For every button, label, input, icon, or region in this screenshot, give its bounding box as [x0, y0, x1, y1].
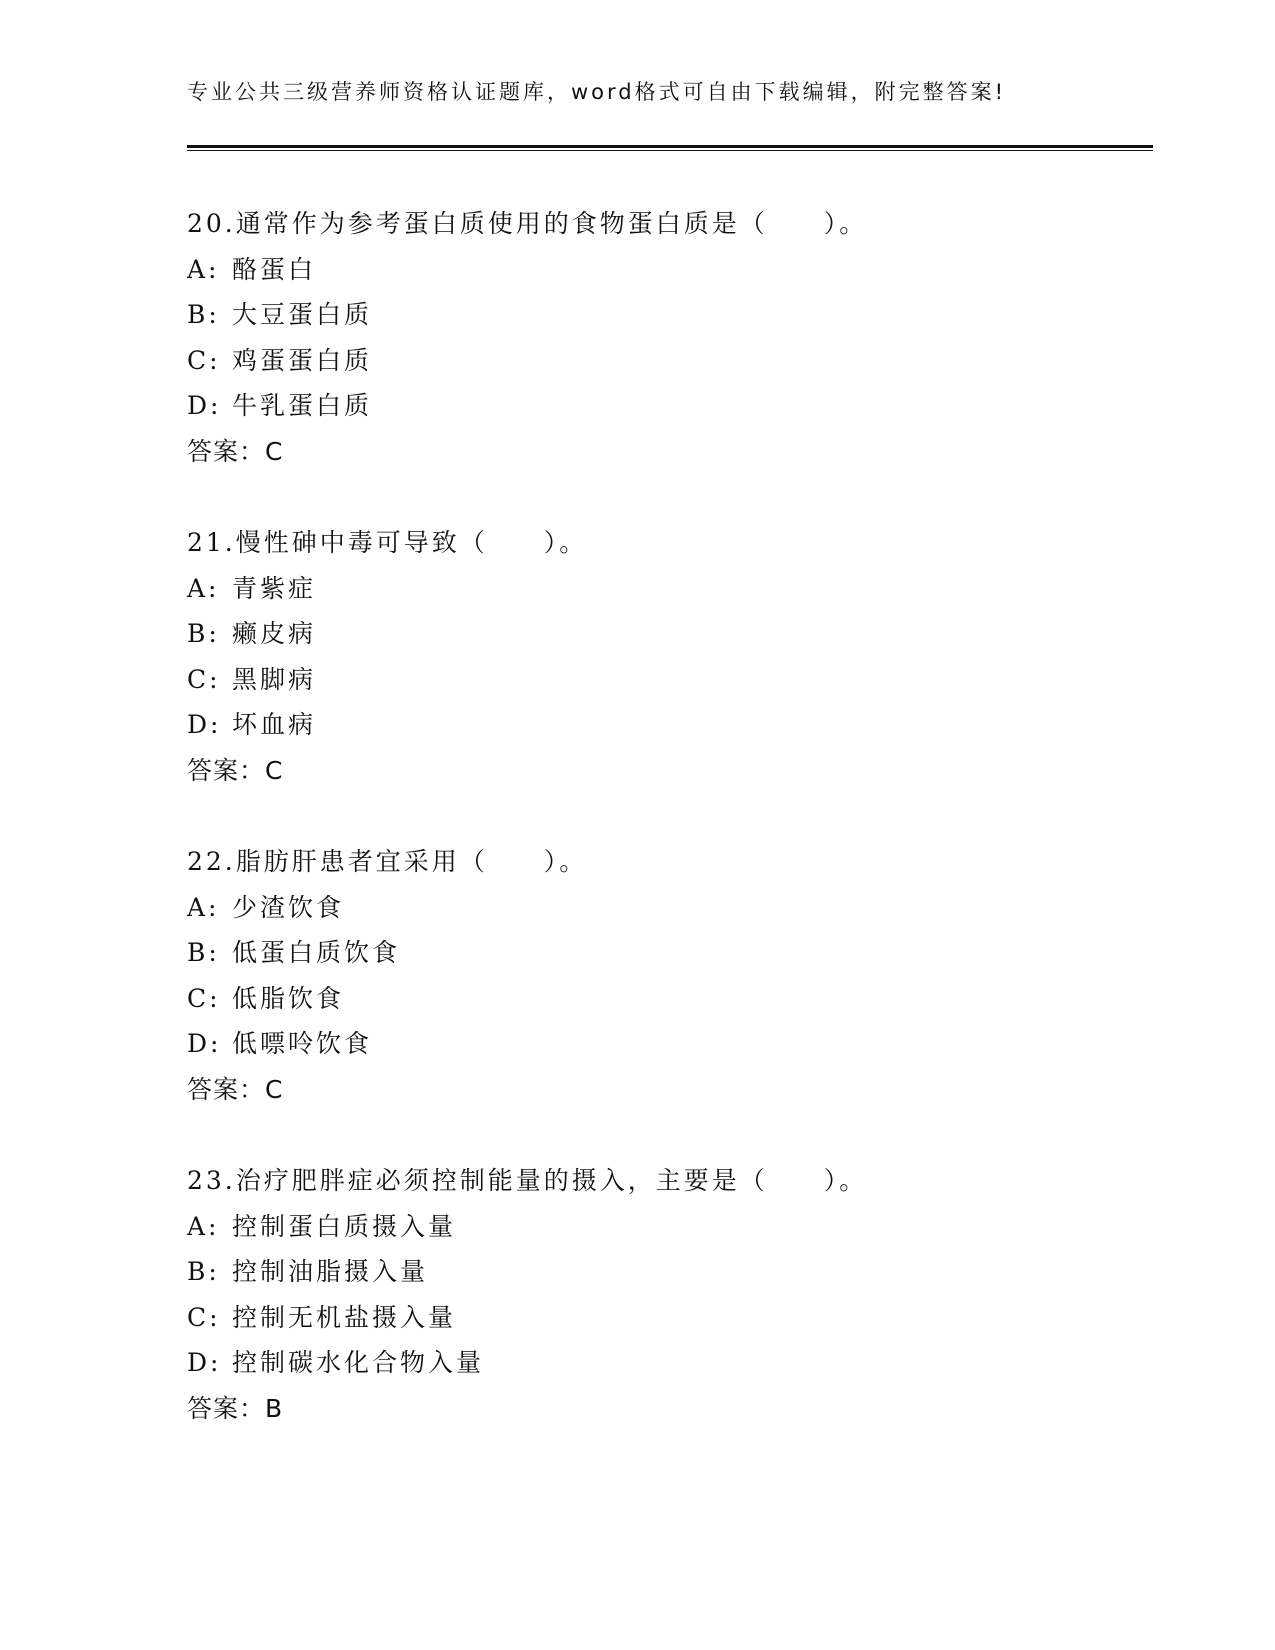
question-list [187, 201, 1153, 1477]
option-letter: B: [187, 619, 220, 648]
option-b [187, 292, 1153, 338]
answer-line: 答案：C [187, 436, 284, 466]
option-letter: D: [187, 1348, 222, 1377]
option-d [187, 1340, 1153, 1386]
answer-line: 答案：C [187, 755, 284, 785]
option-d [187, 383, 1153, 429]
option-text: 低蛋白质饮食 [232, 938, 401, 967]
option-letter: C: [187, 345, 221, 375]
option-text: 黑脚病 [232, 664, 317, 694]
page-header: 专业公共三级营养师资格认证题库，word格式可自由下载编辑，附完整答案! [187, 80, 1007, 104]
option-letter: B: [187, 1257, 220, 1286]
question-stem: 23.治疗肥胖症必须控制能量的摄入，主要是（ ）。 [187, 1166, 868, 1195]
option-letter: B: [187, 938, 220, 967]
option-text: 坏血病 [232, 710, 317, 739]
option-letter: A: [187, 573, 220, 603]
question-21 [187, 520, 1153, 793]
option-text: 鸡蛋蛋白质 [232, 345, 373, 375]
option-text: 低嘌呤饮食 [232, 1029, 373, 1058]
option-letter: D: [187, 1029, 222, 1058]
question-stem: 20.通常作为参考蛋白质使用的食物蛋白质是（ ）。 [187, 209, 868, 238]
option-d [187, 1021, 1153, 1067]
option-a [187, 566, 1153, 612]
option-letter: D: [187, 391, 222, 420]
option-letter: C: [187, 983, 221, 1013]
option-c [187, 338, 1153, 384]
option-c [187, 1295, 1153, 1341]
header-rule-thin [187, 150, 1153, 151]
option-a [187, 885, 1153, 931]
option-c [187, 657, 1153, 703]
option-letter: B: [187, 300, 220, 329]
option-text: 少渣饮食 [232, 892, 345, 922]
option-letter: A: [187, 892, 220, 922]
question-23 [187, 1158, 1153, 1431]
question-stem: 21.慢性砷中毒可导致（ ）。 [187, 528, 588, 557]
option-text: 癞皮病 [232, 619, 317, 648]
option-letter: C: [187, 1302, 221, 1332]
option-text: 大豆蛋白质 [232, 300, 373, 329]
question-20 [187, 201, 1153, 474]
option-letter: A: [187, 1211, 220, 1241]
option-letter: C: [187, 664, 221, 694]
header-rule-thick [187, 145, 1153, 148]
option-text: 控制油脂摄入量 [232, 1257, 429, 1286]
answer-line: 答案：B [187, 1393, 284, 1423]
option-b [187, 930, 1153, 976]
option-text: 控制蛋白质摄入量 [232, 1211, 457, 1241]
option-d [187, 702, 1153, 748]
option-c [187, 976, 1153, 1022]
option-text: 低脂饮食 [232, 983, 345, 1013]
option-a [187, 247, 1153, 293]
option-text: 控制无机盐摄入量 [232, 1302, 457, 1332]
option-text: 控制碳水化合物入量 [232, 1348, 485, 1377]
option-letter: D: [187, 710, 222, 739]
option-text: 青紫症 [232, 573, 317, 603]
option-text: 酪蛋白 [232, 254, 317, 284]
option-text: 牛乳蛋白质 [232, 391, 373, 420]
option-letter: A: [187, 254, 220, 284]
answer-line: 答案：C [187, 1074, 284, 1104]
option-b [187, 611, 1153, 657]
option-a [187, 1204, 1153, 1250]
option-b [187, 1249, 1153, 1295]
question-22 [187, 839, 1153, 1112]
question-stem: 22.脂肪肝患者宜采用（ ）。 [187, 847, 588, 876]
